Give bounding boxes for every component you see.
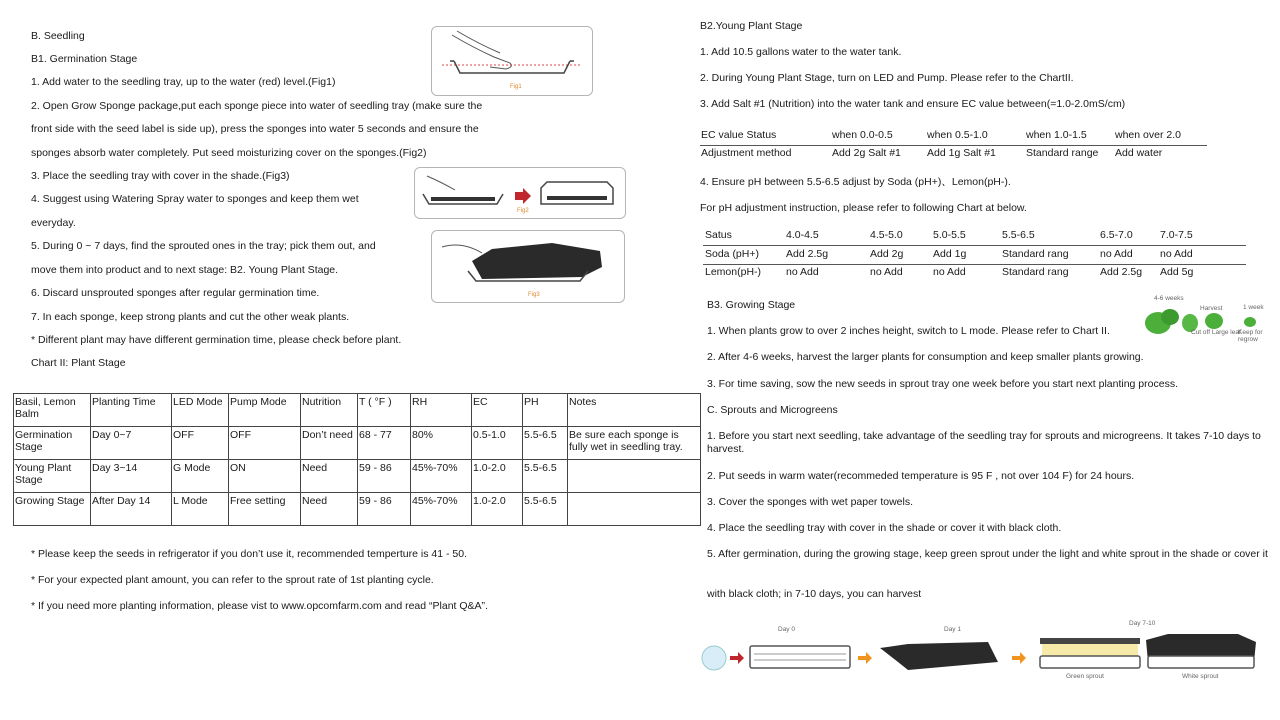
table-row — [14, 460, 701, 493]
table-cell — [568, 493, 701, 526]
table-header-row — [14, 394, 701, 427]
ph-cell: Standard rang — [1002, 266, 1069, 278]
ph-header-cell: Satus — [705, 229, 732, 241]
ph-header-cell: 6.5-7.0 — [1100, 229, 1133, 241]
ec-cell: Standard range — [1026, 147, 1099, 159]
ph-cell: Lemon(pH-) — [705, 266, 762, 278]
ph-cell: no Add — [933, 266, 966, 278]
sprout-illustration — [698, 618, 1263, 682]
table-cell: Germination Stage — [14, 427, 91, 460]
harvest-label: Harvest — [1200, 305, 1223, 312]
ec-header-cell: when 0.5-1.0 — [927, 129, 988, 141]
b1-step: 5. During 0 ~ 7 days, find the sprouted ones in the tray; pick them out, and — [31, 240, 376, 252]
ec-header-cell: EC value Status — [701, 129, 777, 141]
b1-step: move them into product and to next stage: B2. Young Plant Stage. — [31, 264, 339, 276]
table-cell: 5.5-6.5 — [523, 493, 568, 526]
c-step: 4. Place the seedling tray with cover in the shade or cover it with black cloth. — [707, 522, 1062, 534]
fig1-label: Fig1 — [510, 84, 522, 90]
ec-header-cell: when over 2.0 — [1115, 129, 1181, 141]
ph-cell: Soda (pH+) — [705, 248, 759, 260]
table-cell — [568, 460, 701, 493]
note: * For your expected plant amount, you can refer to the sprout rate of 1st planting cycle. — [31, 574, 434, 586]
b1-step: 6. Discard unsprouted sponges after regular germination time. — [31, 287, 320, 299]
figure-3 — [431, 230, 625, 303]
ph-cell: Standard rang — [1002, 248, 1069, 260]
ph-cell: Add 2g — [870, 248, 904, 260]
figure-1 — [431, 26, 593, 96]
ph-cell: no Add — [1160, 248, 1193, 260]
c-step: 1. Before you start next seedling, take advantage of the seedling tray for sprouts and microgreens. It takes 7-10 days to harvest. — [707, 430, 1261, 455]
table-cell: Free setting — [229, 493, 301, 526]
harvest-label: 4-6 weeks — [1154, 295, 1184, 302]
b1-step: sponges absorb water completely. Put seed moisturizing cover on the sponges.(Fig2) — [31, 147, 427, 159]
arrow-icon — [730, 652, 744, 664]
b1-step: 7. In each sponge, keep strong plants and cut the other weak plants. — [31, 311, 350, 323]
ec-cell: Add 1g Salt #1 — [927, 147, 996, 159]
table-cell: 5.5-6.5 — [523, 460, 568, 493]
table-cell: 5.5-6.5 — [523, 427, 568, 460]
table-cell: 45%-70% — [411, 493, 472, 526]
b1-step: 3. Place the seedling tray with cover in the shade.(Fig3) — [31, 170, 290, 182]
sprout-day-label: Day 0 — [778, 626, 795, 633]
b1-step: 1. Add water to the seedling tray, up to the water (red) level.(Fig1) — [31, 76, 336, 88]
ph-cell: Add 2.5g — [786, 248, 829, 260]
sprout-day-label: Day 1 — [944, 626, 961, 633]
section-title: B. Seedling — [31, 30, 85, 42]
table-cell: OFF — [172, 427, 229, 460]
ph-divider — [703, 264, 1246, 265]
ph-header-cell: 7.0-7.5 — [1160, 229, 1193, 241]
plant-stage-table — [13, 393, 701, 526]
ec-header-cell: when 0.0-0.5 — [832, 129, 893, 141]
harvest-illustration — [1142, 295, 1267, 343]
table-cell: Growing Stage — [14, 493, 91, 526]
ec-header-cell: when 1.0-1.5 — [1026, 129, 1087, 141]
b3-title: B3. Growing Stage — [707, 299, 796, 311]
ph-header-cell: 5.5-6.5 — [1002, 229, 1035, 241]
table-cell: After Day 14 — [91, 493, 172, 526]
table-cell: 68 - 77 — [358, 427, 411, 460]
figure-2 — [414, 167, 626, 219]
c-step: with black cloth; in 7-10 days, you can harvest — [707, 588, 922, 600]
ph-cell: no Add — [870, 266, 903, 278]
table-cell: Day 3~14 — [91, 460, 172, 493]
ec-cell: Adjustment method — [701, 147, 792, 159]
table-header-cell: LED Mode — [172, 394, 229, 427]
table-cell: L Mode — [172, 493, 229, 526]
sprout-day-label: Day 7-10 — [1129, 620, 1156, 627]
ec-divider — [700, 145, 1207, 146]
table-header-cell: Planting Time — [91, 394, 172, 427]
c-step: 2. Put seeds in warm water(recommeded temperature is 95 F , not over 104 F) for 24 hours. — [707, 470, 1135, 482]
table-cell: Need — [301, 460, 358, 493]
b2-title: B2.Young Plant Stage — [700, 20, 803, 32]
fig2-label: Fig2 — [517, 208, 529, 214]
table-cell: 45%-70% — [411, 460, 472, 493]
ec-cell: Add water — [1115, 147, 1163, 159]
table-cell: ON — [229, 460, 301, 493]
arrow-icon — [1012, 652, 1026, 664]
table-header-cell: EC — [472, 394, 523, 427]
b2-step: 2. During Young Plant Stage, turn on LED and Pump. Please refer to the ChartII. — [700, 72, 1074, 84]
table-cell: 1.0-2.0 — [472, 493, 523, 526]
ph-cell: no Add — [1100, 248, 1133, 260]
c-step: 5. After germination, during the growing stage, keep green sprout under the light and white sprout in the shade or cover it — [707, 548, 1268, 560]
table-header-cell: Notes — [568, 394, 701, 427]
b1-step: 4. Suggest using Watering Spray water to sponges and keep them wet — [31, 193, 359, 205]
sprout-caption: White sprout — [1182, 673, 1219, 680]
b1-step: everyday. — [31, 217, 76, 229]
b2-step: 3. Add Salt #1 (Nutrition) into the water tank and ensure EC value between(=1.0-2.0mS/cm) — [700, 98, 1126, 110]
table-row — [14, 427, 701, 460]
ph-note: For pH adjustment instruction, please refer to following Chart at below. — [700, 202, 1027, 214]
c-step: 3. Cover the sponges with wet paper towels. — [707, 496, 914, 508]
b1-note: * Different plant may have different germination time, please check before plant. — [31, 334, 402, 346]
table-cell: G Mode — [172, 460, 229, 493]
table-header-cell: RH — [411, 394, 472, 427]
table-cell: Day 0~7 — [91, 427, 172, 460]
b2-step: 1. Add 10.5 gallons water to the water tank. — [700, 46, 902, 58]
ph-cell: Add 5g — [1160, 266, 1194, 278]
table-cell: OFF — [229, 427, 301, 460]
ec-cell: Add 2g Salt #1 — [832, 147, 901, 159]
harvest-label: 1 week — [1243, 304, 1264, 311]
b1-title: B1. Germination Stage — [31, 53, 138, 65]
harvest-label: Keep for regrow — [1238, 329, 1263, 343]
table-row — [14, 493, 701, 526]
table-cell: Don’t need — [301, 427, 358, 460]
sprout-caption: Green sprout — [1066, 673, 1104, 680]
table-cell: Young Plant Stage — [14, 460, 91, 493]
chart2-title: Chart II: Plant Stage — [31, 357, 126, 369]
ph-cell: Add 1g — [933, 248, 967, 260]
arrow-icon — [515, 188, 531, 204]
ph-step: 4. Ensure pH between 5.5-6.5 adjust by Soda (pH+)、Lemon(pH-). — [700, 176, 1011, 188]
table-cell: Need — [301, 493, 358, 526]
note: * Please keep the seeds in refrigerator if you don’t use it, recommended temperture is 41 - 50. — [31, 548, 467, 560]
b1-step: front side with the seed label is side up), press the sponges into water 5 seconds and ensure the — [31, 123, 479, 135]
ph-header-cell: 4.0-4.5 — [786, 229, 819, 241]
table-cell: 0.5-1.0 — [472, 427, 523, 460]
table-cell: 59 - 86 — [358, 460, 411, 493]
c-title: C. Sprouts and Microgreens — [707, 404, 838, 416]
note: * If you need more planting information, please vist to www.opcomfarm.com and read “Plant Q&A”. — [31, 600, 488, 612]
table-cell: Be sure each sponge is fully wet in seedling tray. — [568, 427, 701, 460]
fig3-label: Fig3 — [528, 292, 540, 298]
table-header-cell: Pump Mode — [229, 394, 301, 427]
harvest-label: Cut off Large leaf — [1191, 329, 1241, 336]
b1-step: 2. Open Grow Sponge package,put each sponge piece into water of seedling tray (make sure the — [31, 100, 483, 112]
arrow-icon — [858, 652, 872, 664]
ph-cell: Add 2.5g — [1100, 266, 1143, 278]
table-cell: 80% — [411, 427, 472, 460]
table-header-cell: Basil, Lemon Balm — [14, 394, 91, 427]
table-header-cell: T ( °F ) — [358, 394, 411, 427]
ph-header-cell: 4.5-5.0 — [870, 229, 903, 241]
b3-step: 1. When plants grow to over 2 inches height, switch to L mode. Please refer to Chart II. — [707, 325, 1110, 337]
table-header-cell: Nutrition — [301, 394, 358, 427]
ph-header-cell: 5.0-5.5 — [933, 229, 966, 241]
b3-step: 3. For time saving, sow the new seeds in sprout tray one week before you start next planting process. — [707, 378, 1178, 390]
ph-cell: no Add — [786, 266, 819, 278]
ph-divider — [703, 245, 1246, 246]
table-header-cell: PH — [523, 394, 568, 427]
b3-step: 2. After 4-6 weeks, harvest the larger plants for consumption and keep smaller plants growing. — [707, 351, 1144, 363]
table-cell: 1.0-2.0 — [472, 460, 523, 493]
table-cell: 59 - 86 — [358, 493, 411, 526]
